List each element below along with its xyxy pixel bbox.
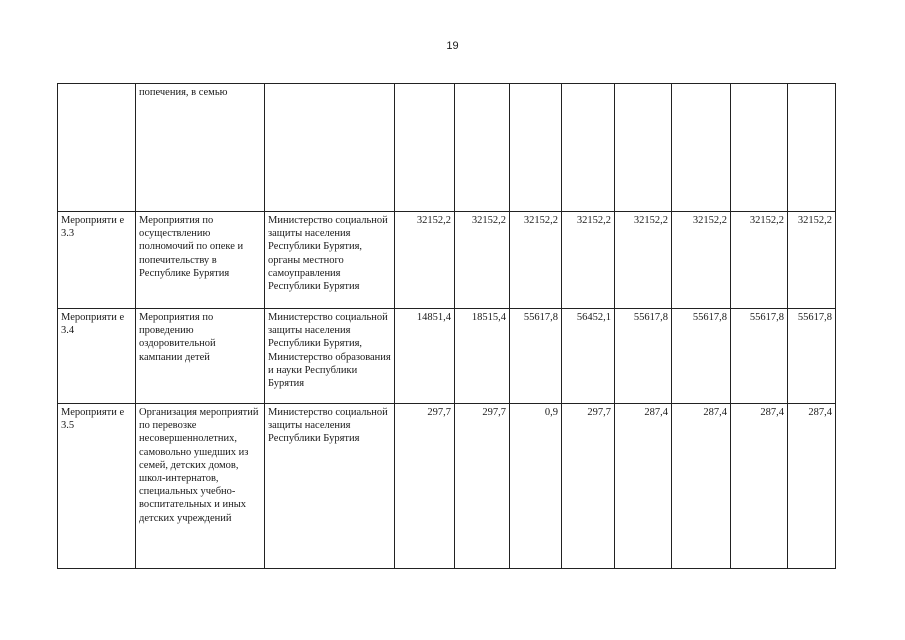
- funding-value: [395, 84, 455, 212]
- activity-executor: Министерство социальной защиты населения Республики Бурятия, Министерство образования и науки Республики Бурятия: [265, 309, 395, 404]
- activity-name: Мероприятия по осуществлению полномочий по опеке и попечительству в Республике Бурятия: [136, 212, 265, 309]
- funding-value: 297,7: [395, 404, 455, 569]
- table-row: [58, 212, 836, 309]
- activity-name: попечения, в семью: [136, 84, 265, 212]
- funding-value: 32152,2: [672, 212, 731, 309]
- funding-value: 0,9: [510, 404, 562, 569]
- funding-value: 32152,2: [615, 212, 672, 309]
- funding-value: 32152,2: [788, 212, 836, 309]
- funding-value: 32152,2: [395, 212, 455, 309]
- page-number: 19: [446, 40, 459, 52]
- funding-value: 32152,2: [731, 212, 788, 309]
- funding-value: 287,4: [788, 404, 836, 569]
- activity-code: Мероприяти е 3.3: [58, 212, 136, 309]
- funding-value: 32152,2: [562, 212, 615, 309]
- activity-name: Организация мероприятий по перевозке несовершеннолетних, самовольно ушедших из семей, детских домов, школ-интернатов, специальных учебно-воспитательных и иных детских учреждений: [136, 404, 265, 569]
- activity-name: Мероприятия по проведению оздоровительной кампании детей: [136, 309, 265, 404]
- activity-executor: Министерство социальной защиты населения Республики Бурятия, органы местного самоуправления Республики Бурятия: [265, 212, 395, 309]
- program-activities-table: [57, 83, 836, 569]
- table-row: [58, 404, 836, 569]
- activity-code: Мероприяти е 3.4: [58, 309, 136, 404]
- funding-value: [455, 84, 510, 212]
- funding-value: [731, 84, 788, 212]
- activity-executor: [265, 84, 395, 212]
- funding-value: 297,7: [455, 404, 510, 569]
- funding-value: [788, 84, 836, 212]
- funding-value: 55617,8: [731, 309, 788, 404]
- funding-value: [615, 84, 672, 212]
- table-row: [58, 84, 836, 212]
- funding-value: 55617,8: [615, 309, 672, 404]
- funding-value: 18515,4: [455, 309, 510, 404]
- table-row: [58, 309, 836, 404]
- funding-value: 32152,2: [510, 212, 562, 309]
- funding-value: 32152,2: [455, 212, 510, 309]
- funding-value: [510, 84, 562, 212]
- activity-code: Мероприяти е 3.5: [58, 404, 136, 569]
- funding-value: 56452,1: [562, 309, 615, 404]
- funding-value: 287,4: [672, 404, 731, 569]
- funding-value: 297,7: [562, 404, 615, 569]
- funding-value: 14851,4: [395, 309, 455, 404]
- funding-value: 287,4: [615, 404, 672, 569]
- activity-executor: Министерство социальной защиты населения Республики Бурятия: [265, 404, 395, 569]
- funding-value: [562, 84, 615, 212]
- funding-value: 55617,8: [788, 309, 836, 404]
- activity-code: [58, 84, 136, 212]
- funding-value: [672, 84, 731, 212]
- funding-value: 287,4: [731, 404, 788, 569]
- funding-value: 55617,8: [510, 309, 562, 404]
- funding-value: 55617,8: [672, 309, 731, 404]
